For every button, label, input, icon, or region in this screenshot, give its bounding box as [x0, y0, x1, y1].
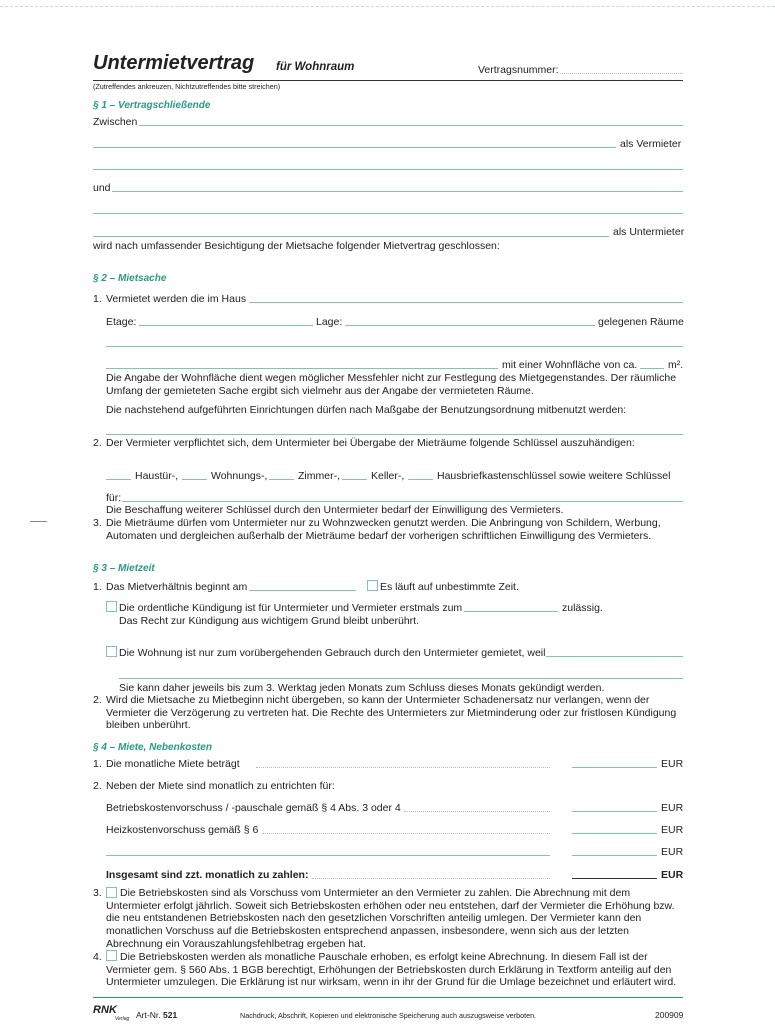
living-area-label: mit einer Wohnfläche von ca.	[502, 359, 638, 371]
cellar-key-count[interactable]	[342, 479, 367, 480]
rented-in-house-text: Vermietet werden die im Haus	[106, 293, 247, 305]
total-field[interactable]	[572, 878, 657, 879]
keys-for-label: für:	[106, 492, 122, 504]
first-notice-date-field[interactable]	[464, 611, 558, 612]
permissible-label: zulässig.	[562, 602, 603, 614]
item-number: 2.	[93, 780, 102, 792]
house-address-field[interactable]	[249, 302, 683, 303]
footer-rule	[93, 997, 683, 998]
front-door-key-label: Haustür-,	[135, 470, 179, 482]
heating-costs-label: Heizkostenvorschuss gemäß § 6	[106, 824, 259, 836]
cellar-key-label: Keller-,	[371, 470, 405, 482]
document-subtitle: für Wohnraum	[276, 61, 355, 73]
operating-costs-dots	[404, 811, 550, 812]
and-label: und	[93, 182, 111, 194]
item-number: 1.	[93, 758, 102, 770]
room-key-count[interactable]	[269, 479, 294, 480]
item-number: 1.	[93, 293, 102, 305]
first-notice-text: Die ordentliche Kündigung ist für Untermieter und Vermieter erstmals zum	[119, 602, 463, 614]
shared-facilities-text: Die nachstehend aufgeführten Einrichtungen dürfen nach Maßgabe der Benutzungsordnung mitbenutzt werden:	[106, 404, 627, 416]
section-3-heading: § 3 – Mietzeit	[93, 563, 155, 574]
temporary-reason-field-2[interactable]	[119, 678, 683, 679]
flat-rate-text: Die Betriebskosten werden als monatliche Pauschale erhoben, es erfolgt keine Abrechnung. In diesem Fall ist der Vermieter gem. § 560 Abs. 1 BGB berechtigt, Erhöhungen der Betriebskosten durch Erklärung in Textform anteilig auf den Untermieter umzulegen. Die Erklärung ist nur wirksam, wenn in ihr der Grund für die Umlage bezeichnet und erläutert wird.	[106, 951, 677, 989]
rooms-field-2[interactable]	[106, 368, 498, 369]
shared-facilities-field[interactable]	[106, 434, 683, 435]
item-number: 1.	[93, 581, 102, 593]
concluded-text: wird nach umfassender Besichtigung der Mietsache folgender Mietvertrag geschlossen:	[93, 240, 500, 252]
mailbox-key-label: Hausbriefkastenschlüssel sowie weitere Schlüssel	[437, 470, 671, 482]
monthly-rent-dots	[256, 767, 550, 768]
article-label: Art-Nr.	[136, 1010, 161, 1020]
operating-costs-label: Betriebskostenvorschuss / -pauschale gemäß § 4 Abs. 3 oder 4	[106, 802, 401, 814]
copyright-notice: Nachdruck, Abschrift, Kopieren und elektronische Speicherung auch auszugsweise verboten.	[240, 1011, 537, 1020]
landlord-address-field[interactable]	[93, 147, 616, 148]
heating-costs-dots	[262, 833, 550, 834]
keys-intro-text: Der Vermieter verpflichtet sich, dem Untermieter bei Übergabe der Mieträume folgende Schlüssel auszuhändigen:	[106, 437, 635, 449]
rooms-label: gelegenen Räume	[598, 316, 684, 328]
mailbox-key-count[interactable]	[408, 479, 433, 480]
start-date-field[interactable]	[249, 590, 356, 591]
item-number: 2.	[93, 437, 102, 449]
form-code: 200909	[655, 1010, 684, 1020]
item-number: 2.	[93, 694, 102, 706]
other-costs-label-field[interactable]	[106, 855, 550, 856]
section-2-heading: § 2 – Mietsache	[93, 273, 167, 284]
contract-number-label: Vertragsnummer:	[478, 64, 559, 76]
publisher-logo: RNK	[93, 1004, 117, 1016]
area-note: Die Angabe der Wohnfläche dient wegen möglicher Messfehler nicht zur Festlegung des Mietgegenstandes. Der räumliche Umfang der gemieteten Sache ergibt sich vielmehr aus der Angabe der vermieteten Räume.	[106, 372, 677, 397]
handover-delay-text: Wird die Mietsache zu Mietbeginn nicht übergeben, so kann der Untermieter Schadenersatz nur verlangen, wenn der Vermieter die Verzögerung zu vertreten hat. Die Rechte des Untermieters zur Mietminderung oder zur fristlosen Kündigung bleiben unberührt.	[106, 694, 677, 732]
indefinite-term-label: Es läuft auf unbestimmte Zeit.	[380, 581, 519, 593]
publisher-logo-sub: Verlag	[115, 1016, 130, 1022]
currency-label: EUR	[661, 758, 684, 770]
landlord-extra-field[interactable]	[93, 169, 683, 170]
living-area-field[interactable]	[640, 368, 664, 369]
residential-use-text: Die Mieträume dürfen vom Untermieter nur zu Wohnzwecken genutzt werden. Die Anbringung von Schildern, Werbung, Automaten und dergleichen außerhalb der Mieträume bedarf der vorherigen schriftlichen Einwilligung des Vermieters.	[106, 517, 661, 542]
subtenant-extra-field[interactable]	[93, 236, 609, 237]
subtenant-name-field[interactable]	[112, 191, 683, 192]
section-1-heading: § 1 – Vertragschließende	[93, 100, 211, 111]
location-label: Lage:	[316, 316, 343, 328]
fill-instruction: (Zutreffendes ankreuzen, Nichtzutreffendes bitte streichen)	[93, 82, 281, 91]
currency-label: EUR	[661, 824, 684, 836]
contract-number-field[interactable]	[560, 73, 683, 74]
monthly-rent-field[interactable]	[572, 767, 657, 768]
indefinite-term-checkbox[interactable]	[367, 580, 378, 591]
perforation-line	[0, 6, 775, 7]
apartment-key-count[interactable]	[182, 479, 207, 480]
subtenant-address-field[interactable]	[93, 213, 683, 214]
heating-costs-field[interactable]	[572, 833, 657, 834]
monthly-rent-label: Die monatliche Miete beträgt	[106, 758, 240, 770]
keys-note: Die Beschaffung weiterer Schlüssel durch den Untermieter bedarf der Einwilligung des Vermieters.	[106, 504, 564, 516]
room-key-label: Zimmer-,	[298, 470, 340, 482]
item-number: 3.	[93, 887, 102, 899]
other-costs-field[interactable]	[572, 855, 657, 856]
between-label: Zwischen	[93, 116, 138, 128]
location-field[interactable]	[345, 325, 595, 326]
apartment-key-label: Wohnungs-,	[211, 470, 268, 482]
item-number: 4.	[93, 951, 102, 963]
article-number: 521	[163, 1010, 178, 1020]
item-number: 3.	[93, 517, 102, 529]
currency-label: EUR	[661, 846, 684, 858]
additional-costs-label: Neben der Miete sind monatlich zu entrichten für:	[106, 780, 335, 792]
total-currency-label: EUR	[661, 869, 684, 881]
landlord-name-field[interactable]	[139, 125, 683, 126]
front-door-key-count[interactable]	[106, 479, 131, 480]
monthly-termination-text: Sie kann daher jeweils bis zum 3. Werktag jeden Monats zum Schluss dieses Monats gekündigt werden.	[119, 682, 605, 694]
temporary-use-checkbox[interactable]	[106, 646, 117, 657]
keys-for-field[interactable]	[122, 501, 683, 502]
section-4-heading: § 4 – Miete, Nebenkosten	[93, 742, 212, 753]
total-dots	[312, 878, 550, 879]
important-reason-text: Das Recht zur Kündigung aus wichtigem Grund bleibt unberührt.	[119, 615, 419, 627]
tenancy-begins-label: Das Mietverhältnis beginnt am	[106, 581, 248, 593]
temporary-use-text: Die Wohnung ist nur zum vorübergehenden Gebrauch durch den Untermieter gemietet, weil	[119, 647, 546, 659]
first-notice-checkbox[interactable]	[106, 601, 117, 612]
document-title: Untermietvertrag	[93, 52, 255, 74]
margin-mark	[30, 521, 47, 522]
temporary-reason-field[interactable]	[546, 656, 683, 657]
square-meter-unit: m².	[668, 359, 684, 371]
floor-field[interactable]	[139, 325, 313, 326]
rooms-field[interactable]	[106, 346, 683, 347]
operating-costs-field[interactable]	[572, 811, 657, 812]
landlord-label: als Vermieter	[620, 138, 682, 150]
subtenant-label: als Untermieter	[613, 226, 685, 238]
advance-payment-text: Die Betriebskosten sind als Vorschuss vom Untermieter an den Vermieter zu zahlen. Die Abrechnung mit dem Untermieter erfolgt jährlich. Soweit sich Betriebskosten erhöhen oder neu entstehen, darf der Vermieter die Erhöhung bzw. die neu entstandenen Betriebskosten nach den gesetzlichen Vorschriften anteilig umlegen. Der Vermieter kann den monatlichen Vorschuss auf die Betriebskosten entsprechend anpassen, insbesondere, wenn sich aus der letzten Abrechnung ein Vorauszahlungsfehlbetrag ergeben hat.	[106, 887, 675, 950]
currency-label: EUR	[661, 802, 684, 814]
header-rule	[93, 80, 683, 81]
total-label: Insgesamt sind zzt. monatlich zu zahlen:	[106, 869, 309, 881]
floor-label: Etage:	[106, 316, 137, 328]
